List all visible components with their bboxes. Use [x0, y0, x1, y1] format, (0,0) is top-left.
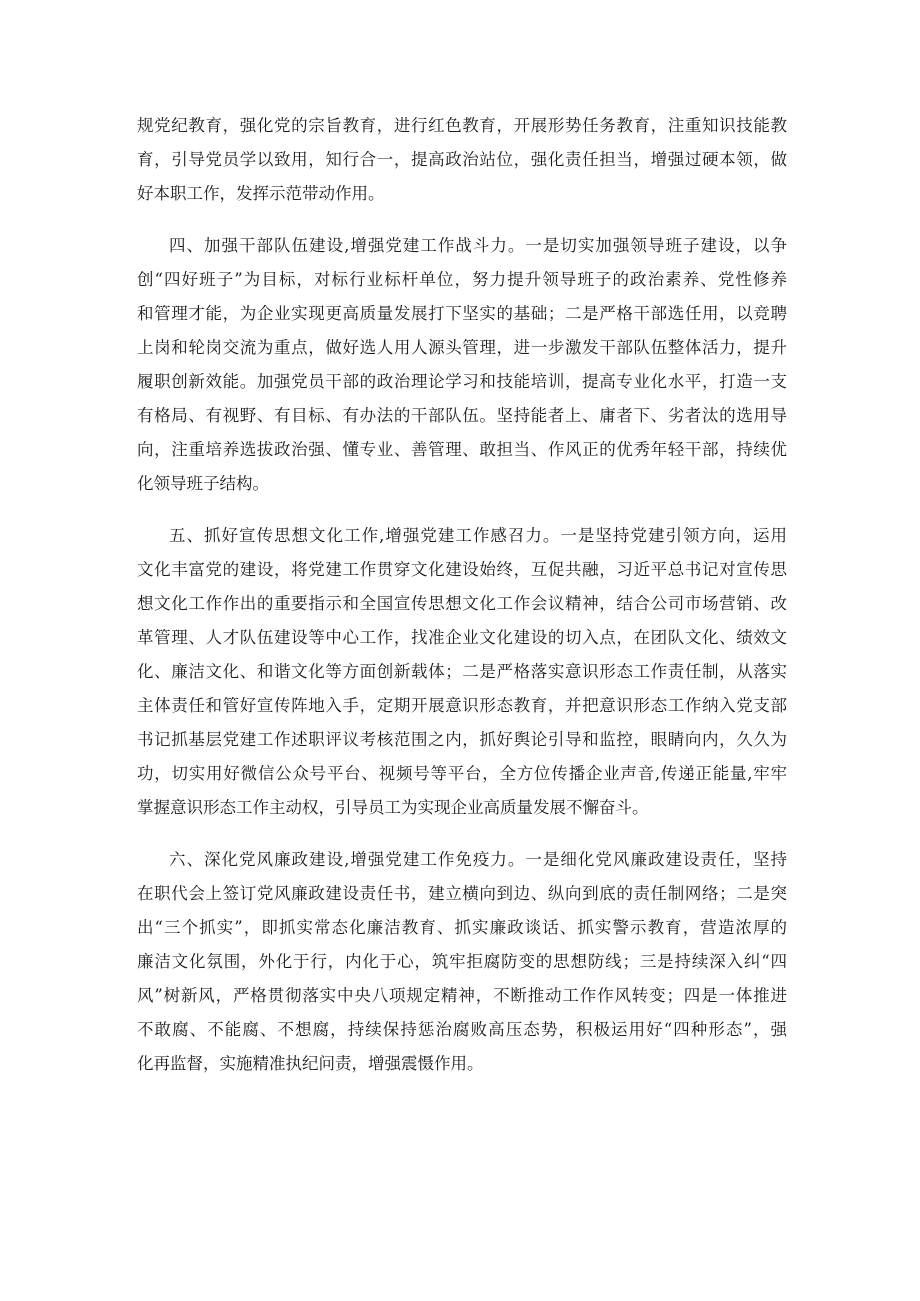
- text-line: 有格局、有视野、有目标、有办法的干部队伍。坚持能者上、庸者下、劣者汰的选用导: [137, 406, 787, 425]
- text-line: 五、抓好宣传思想文化工作,增强党建工作感召力。一是坚持党建引领方向，运用: [169, 526, 787, 545]
- text-line: 功，切实用好微信公众号平台、视频号等平台，全方位传播企业声音,传递正能量,牢牢: [137, 764, 787, 783]
- text-line: 风”树新风，严格贯彻落实中央八项规定精神，不断推动工作作风转变；四是一体推进: [137, 986, 787, 1005]
- text-line: 向，注重培养选拔政治强、懂专业、善管理、敢担当、作风正的优秀年轻干部，持续优: [137, 440, 787, 459]
- text-line: 化再监督，实施精准执纪问责，增强震慑作用。: [137, 1054, 484, 1073]
- text-line: 六、深化党风廉政建设,增强党建工作免疫力。一是细化党风廉政建设责任，坚持: [169, 850, 787, 869]
- text-line: 好本职工作，发挥示范带动作用。: [137, 184, 385, 203]
- text-line: 掌握意识形态工作主动权，引导员工为实现企业高质量发展不懈奋斗。: [137, 798, 649, 817]
- text-line: 上岗和轮岗交流为重点，做好选人用人源头管理，进一步激发干部队伍整体活力，提升: [137, 338, 787, 357]
- text-line: 化领导班子结构。: [137, 474, 269, 493]
- paragraph-gap: [137, 211, 787, 229]
- paragraph-section-4: [137, 229, 787, 501]
- paragraph-gap: [137, 501, 787, 519]
- paragraph-continuation: [137, 109, 787, 211]
- text-line: 规党纪教育，强化党的宗旨教育，进行红色教育，开展形势任务教育，注重知识技能教: [137, 116, 787, 135]
- text-line: 育，引导党员学以致用，知行合一，提高政治站位，强化责任担当，增强过硬本领，做: [137, 150, 787, 169]
- text-line: 书记抓基层党建工作述职评议考核范围之内，抓好舆论引导和监控，眼睛向内，久久为: [137, 730, 787, 749]
- document-body: [137, 109, 787, 1081]
- text-line: 履职创新效能。加强党员干部的政治理论学习和技能培训，提高专业化水平，打造一支: [137, 372, 787, 391]
- paragraph-section-5: [137, 519, 787, 825]
- paragraph-gap: [137, 825, 787, 843]
- paragraph-section-6: [137, 843, 787, 1081]
- text-line: 文化丰富党的建设，将党建工作贯穿文化建设始终，互促共融，习近平总书记对宣传思: [137, 560, 787, 579]
- text-line: 化、廉洁文化、和谐文化等方面创新载体；二是严格落实意识形态工作责任制，从落实: [137, 662, 787, 681]
- text-line: 革管理、人才队伍建设等中心工作，找准企业文化建设的切入点，在团队文化、绩效文: [137, 628, 787, 647]
- text-line: 创“四好班子”为目标，对标行业标杆单位，努力提升领导班子的政治素养、党性修养: [137, 270, 787, 289]
- text-line: 四、加强干部队伍建设,增强党建工作战斗力。一是切实加强领导班子建设，以争: [169, 236, 787, 255]
- text-line: 出“三个抓实”，即抓实常态化廉洁教育、抓实廉政谈话、抓实警示教育，营造浓厚的: [137, 918, 787, 937]
- text-line: 在职代会上签订党风廉政建设责任书，建立横向到边、纵向到底的责任制网络；二是突: [137, 884, 787, 903]
- text-line: 和管理才能，为企业实现更高质量发展打下坚实的基础；二是严格干部选任用，以竞聘: [137, 304, 787, 323]
- text-line: 不敢腐、不能腐、不想腐，持续保持惩治腐败高压态势，积极运用好“四种形态”，强: [137, 1020, 787, 1039]
- text-line: 主体责任和管好宣传阵地入手，定期开展意识形态教育，并把意识形态工作纳入党支部: [137, 696, 787, 715]
- text-line: 廉洁文化氛围，外化于行，内化于心，筑牢拒腐防变的思想防线；三是持续深入纠“四: [137, 952, 787, 971]
- text-line: 想文化工作作出的重要指示和全国宣传思想文化工作会议精神，结合公司市场营销、改: [137, 594, 787, 613]
